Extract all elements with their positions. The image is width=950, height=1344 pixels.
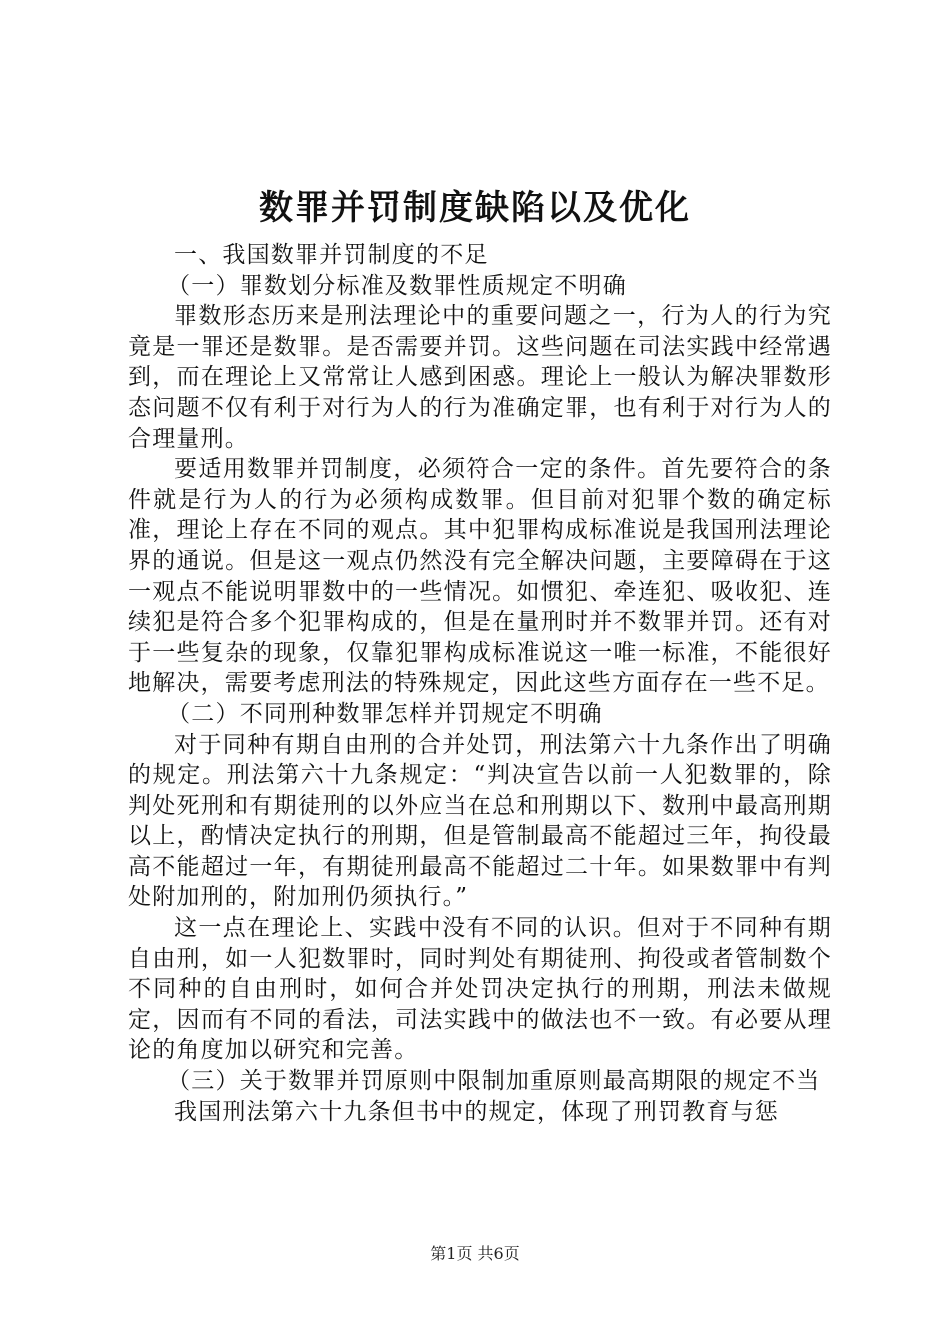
section-heading: 一、我国数罪并罚制度的不足 <box>174 242 489 268</box>
body-paragraph: 我国刑法第六十九条但书中的规定，体现了刑罚教育与惩 <box>174 1098 779 1125</box>
body-paragraph: 对于同种有期自由刑的合并处罚，刑法第六十九条作出了明确的规定。刑法第六十九条规定：“判决宣告以前一人犯数罪的，除判处死刑和有期徒刑的以外应当在总和刑期以下、数刑中最高刑期以上，酌情决定执行的刑期，但是管制最高不能超过三年，拘役最高不能超过一年，有期徒刑最高不能超过二十年。如果数罪中有判处附加刑的，附加刑仍须执行。” <box>128 731 832 911</box>
page-number: 第1页 共6页 <box>430 1244 520 1263</box>
body-paragraph: 要适用数罪并罚制度，必须符合一定的条件。首先要符合的条件就是行为人的行为必须构成数罪。但目前对犯罪个数的确定标准，理论上存在不同的观点。其中犯罪构成标准说是我国刑法理论界的通说。但是这一观点仍然没有完全解决问题，主要障碍在于这一观点不能说明罪数中的一些情况。如惯犯、牵连犯、吸收犯、连续犯是符合多个犯罪构成的，但是在量刑时并不数罪并罚。还有对于一些复杂的现象，仅靠犯罪构成标准说这一唯一标准，不能很好地解决，需要考虑刑法的特殊规定，因此这些方面存在一些不足。 <box>128 456 832 697</box>
document-body <box>128 240 832 1127</box>
subsection-heading: （一）罪数划分标准及数罪性质规定不明确 <box>167 272 627 299</box>
subsection-heading: （二）不同刑种数罪怎样并罚规定不明确 <box>167 700 603 727</box>
body-paragraph: 罪数形态历来是刑法理论中的重要问题之一，行为人的行为究竟是一罪还是数罪。是否需要并罚。这些问题在司法实践中经常遇到，而在理论上又常常让人感到困惑。理论上一般认为解决罪数形态问题不仅有利于对行为人的行为准确定罪，也有利于对行为人的合理量刑。 <box>128 303 832 452</box>
subsection-heading: （三）关于数罪并罚原则中限制加重原则最高期限的规定不当 <box>167 1068 821 1095</box>
document-title: 数罪并罚制度缺陷以及优化 <box>259 188 691 228</box>
body-paragraph: 这一点在理论上、实践中没有不同的认识。但对于不同种有期自由刑，如一人犯数罪时，同时判处有期徒刑、拘役或者管制数个不同种的自由刑时，如何合并处罚决定执行的刑期，刑法未做规定，因而有不同的看法，司法实践中的做法也不一致。有必要从理论的角度加以研究和完善。 <box>128 915 832 1064</box>
